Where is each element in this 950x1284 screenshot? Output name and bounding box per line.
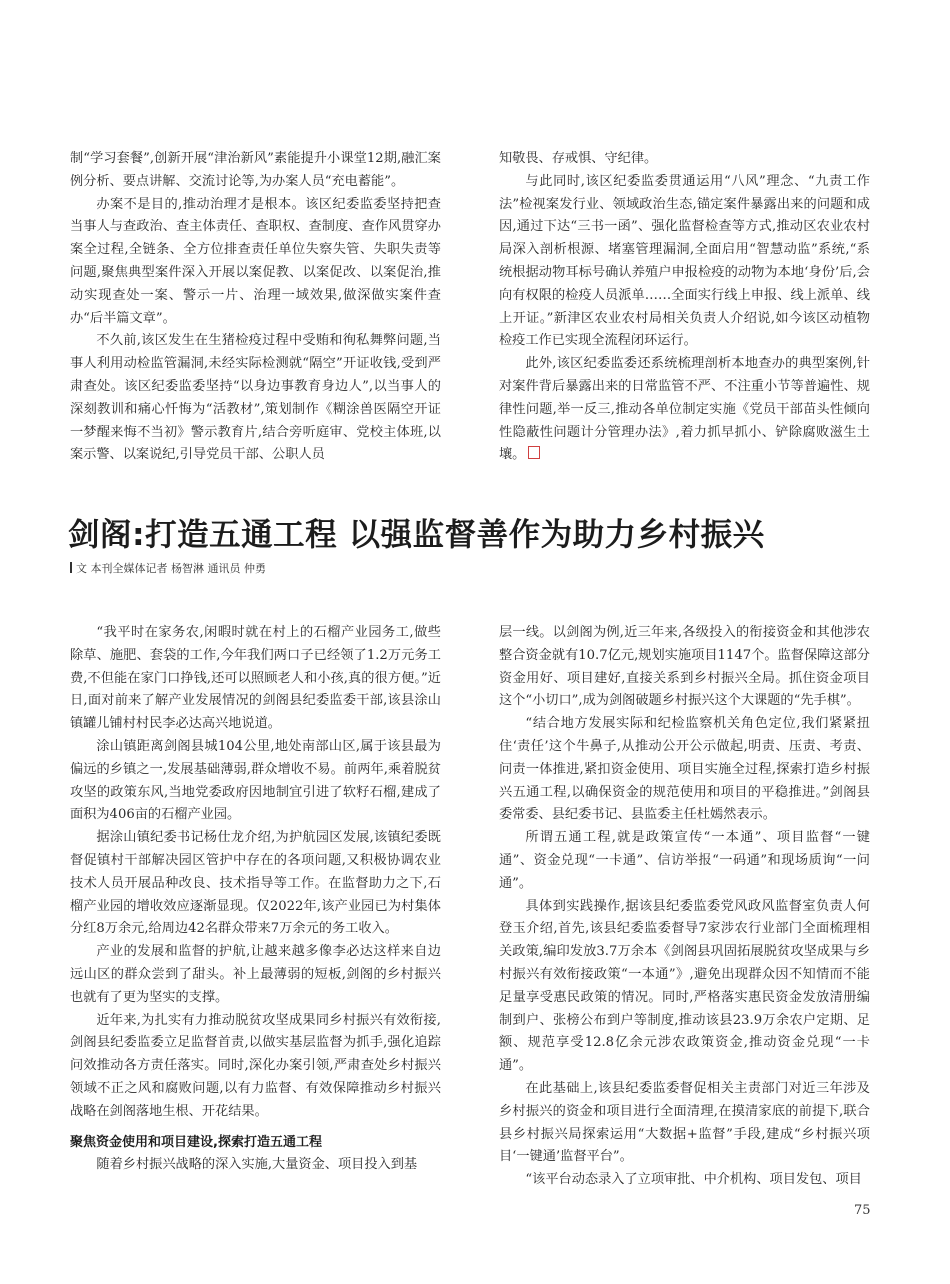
section-subheading: 聚焦资金使用和项目建设,探索打造五通工程 [70,1134,322,1150]
paragraph-text: 此外,该区纪委监委还系统梳理剖析本地查办的典型案例,针对案件背后暴露出来的日常监管不严、不注重小节等普遍性、规律性问题,举一反三,推动各单位制定实施《党员干部苗头性倾向性隐蔽性问题计分管理办法》,着力抓早抓小、铲除腐败滋生土壤。 [499,356,870,463]
bottom-left-column [70,622,441,1177]
paragraph: “该平台动态录入了立项审批、中介机构、项目发包、项目 [525,1172,862,1188]
article-headline: 剑阁:打造五通工程 以强监督善作为助力乡村振兴 [68,517,765,553]
paragraph: 涂山镇距离剑阁县城104公里,地处南部山区,属于该县最为偏远的乡镇之一,发展基础薄弱,群众增收不易。前两年,乘着脱贫攻坚的政策东风,当地党委政府因地制宜引进了软籽石榴,建成了面积为406亩的石榴产业园。 [70,738,441,823]
paragraph: 近年来,为扎实有力推动脱贫攻坚成果同乡村振兴有效衔接,剑阁县纪委监委立足监督首责,以做实基层监督为抓手,强化追踪问效推动各方责任落实。同时,深化办案引领,严肃查处乡村振兴领域不正之风和腐败问题,以有力监督、有效保障推动乡村振兴战略在剑阁落地生根、开花结果。 [70,1012,441,1119]
paragraph: “结合地方发展实际和纪检监察机关角色定位,我们紧紧扭住‘责任’这个牛鼻子,从推动公开公示做起,明责、压责、考责、问责一体推进,紧扣资金使用、项目实施全过程,探索打造乡村振兴五通工程,以确保资金的规范使用和项目的平稳推进。”剑阁县委常委、县纪委书记、县监委主任杜嫣然表示。 [499,716,870,823]
top-left-column [70,148,441,467]
end-mark-icon [528,446,540,459]
byline [70,560,266,576]
paragraph: 与此同时,该区纪委监委贯通运用“八风”理念、“九责工作法”检视案发行业、领域政治生态,锚定案件暴露出来的问题和成因,通过下达“三书一函”、强化监督检查等方式,推动区农业农村局深入剖析根源、堵塞管理漏洞,全面启用“智慧动监”系统,“系统根据动物耳标号确认养殖户申报检疫的动物为本地‘身份’后,会向有权限的检疫人员派单……全面实行线上申报、线上派单、线上开证。”新津区农业农村局相关负责人介绍说,如今该区动植物检疫工作已实现全流程闭环运行。 [499,173,870,349]
paragraph: “我平时在家务农,闲暇时就在村上的石榴产业园务工,做些除草、施肥、套袋的工作,今年我们两口子已经领了1.2万元务工费,不但能在家门口挣钱,还可以照顾老人和小孩,真的很方便。”近日,面对前来了解产业发展情况的剑阁县纪委监委干部,该县涂山镇罐儿铺村村民李必达高兴地说道。 [70,625,441,732]
paragraph: 据涂山镇纪委书记杨仕龙介绍,为护航园区发展,该镇纪委既督促镇村干部解决园区管护中存在的各项问题,又积极协调农业技术人员开展品种改良、技术指导等工作。在监督助力之下,石榴产业园的增收效应逐渐显现。仅2022年,该产业园已为村集体分红8万余元,给周边42名群众带来7万余元的务工收入。 [70,830,441,937]
paragraph: 层一线。以剑阁为例,近三年来,各级投入的衔接资金和其他涉农整合资金就有10.7亿元,规划实施项目1147个。监督保障这部分资金用好、项目建好,直接关系到乡村振兴全局。抓住资金项目这个“小切口”,成为剑阁破题乡村振兴这个大课题的“先手棋”。 [499,625,870,709]
top-right-column [499,148,870,467]
paragraph: 知敬畏、存戒惧、守纪律。 [499,151,658,166]
paragraph: 具体到实践操作,据该县纪委监委党风政风监督室负责人何登玉介绍,首先,该县纪委监委督导7家涉农行业部门全面梳理相关政策,编印发放3.7万余本《剑阁县巩固拓展脱贫攻坚成果与乡村振兴有效衔接政策“一本通”》,避免出现群众因不知情而不能足量享受惠民政策的情况。同时,严格落实惠民资金发放清册编制到户、张榜公布到户等制度,推动该县23.9万余农户定期、足额、规范享受12.8亿余元涉农政策资金,推动资金兑现“一卡通”。 [499,898,870,1074]
paragraph: 不久前,该区发生在生猪检疫过程中受贿和徇私舞弊问题,当事人利用动检监管漏洞,未经实际检测就“隔空”开证收钱,受到严肃查处。该区纪委监委坚持“以身边事教育身边人”,以当事人的深刻教训和痛心忏悔为“活教材”,策划制作《糊涂兽医隔空开证 一梦醒来悔不当初》警示教育片,结合旁听庭审、党校主体班,以案示警、以案说纪,引导党员干部、公职人员 [70,333,441,463]
byline-bar-icon [70,562,72,573]
paragraph-last [499,353,870,467]
paragraph: 产业的发展和监督的护航,让越来越多像李必达这样来自边远山区的群众尝到了甜头。补上最薄弱的短板,剑阁的乡村振兴也就有了更为坚实的支撑。 [70,944,441,1005]
paragraph: 所谓五通工程,就是政策宣传“一本通”、项目监督“一键通”、资金兑现“一卡通”、信访举报“一码通”和现场质询“一问通”。 [499,830,870,891]
paragraph: 随着乡村振兴战略的深入实施,大量资金、项目投入到基 [96,1157,418,1173]
bottom-right-column [499,622,870,1192]
byline-text: 文 本刊全媒体记者 杨智淋 通讯员 仲勇 [76,562,266,575]
paragraph: 办案不是目的,推动治理才是根本。该区纪委监委坚持把查当事人与查政治、查主体责任、查职权、查制度、查作风贯穿办案全过程,全链条、全方位排查责任单位失察失管、失职失责等问题,聚焦典型案件深入开展以案促教、以案促改、以案促治,推动实现查处一案、警示一片、治理一域效果,做深做实案件查办“后半篇文章”。 [70,196,441,326]
paragraph: 制“学习套餐”,创新开展“津治新风”素能提升小课堂12期,融汇案例分析、要点讲解、交流讨论等,为办案人员“充电蓄能”。 [70,151,441,189]
page-number: 75 [854,1203,871,1218]
paragraph: 在此基础上,该县纪委监委督促相关主责部门对近三年涉及乡村振兴的资金和项目进行全面清理,在摸清家底的前提下,联合县乡村振兴局探索运用“大数据+监督”手段,建成“乡村振兴项目‘一键通’监督平台”。 [499,1080,870,1165]
